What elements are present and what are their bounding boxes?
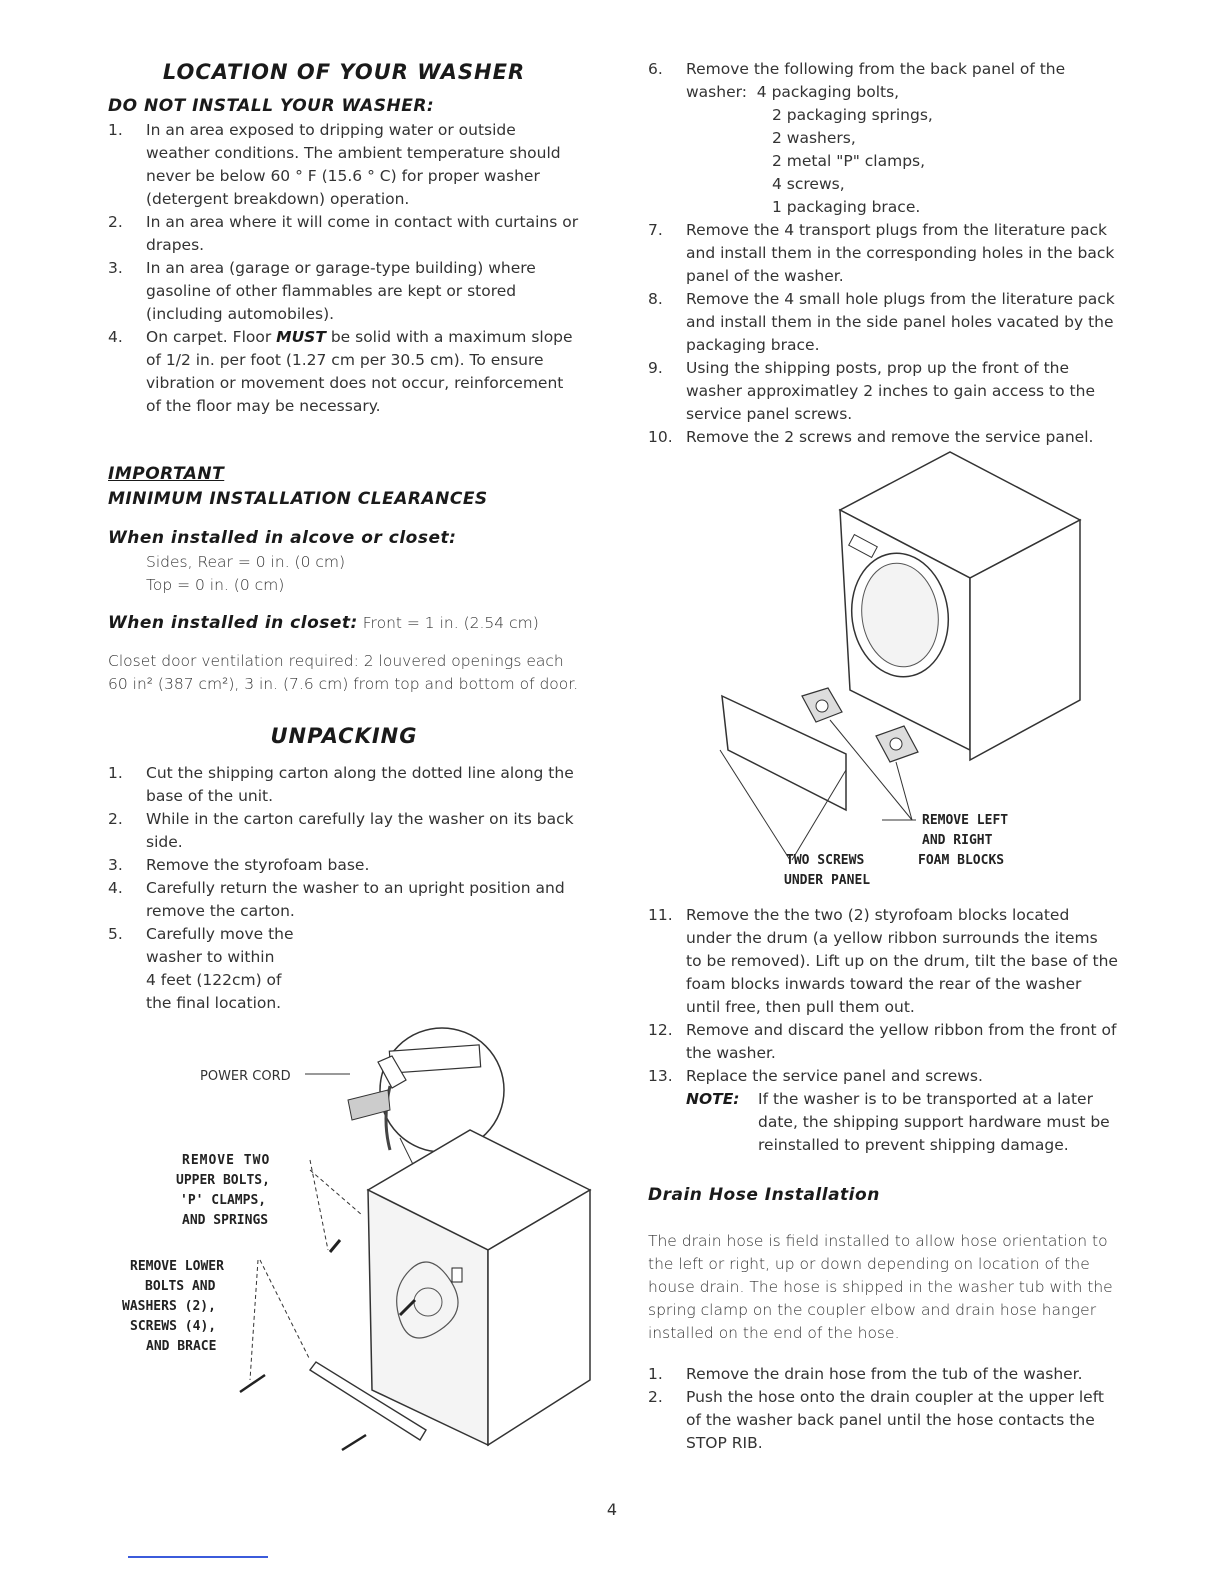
washer-front-diagram: [700, 450, 1100, 895]
closet-row: When installed in closet: Front = 1 in. (2.54 cm): [108, 613, 539, 633]
list-item: 1. In an area exposed to dripping water or outside weather conditions. The ambient temperature should never be below 60 ° F (15.6 ° C) for proper washer (detergent breakdown) operation.: [108, 121, 561, 208]
screw-icon: [342, 1435, 366, 1450]
footer-link-line: [128, 1556, 268, 1558]
remove-label-3: FOAM BLOCKS: [918, 853, 1005, 868]
lower-label-2: BOLTS AND: [145, 1279, 216, 1294]
alcove-line-1: Sides, Rear = 0 in. (0 cm): [146, 553, 346, 571]
list-item: 1. Remove the drain hose from the tub of the washer.: [648, 1365, 1083, 1383]
lower-label-1: REMOVE LOWER: [130, 1259, 224, 1274]
remove-label-1: REMOVE LEFT: [922, 813, 1009, 828]
list-item: 3. In an area (garage or garage-type building) where gasoline of other flammables are kept or stored (including automobiles).: [108, 259, 536, 323]
screws-label-2: UNDER PANEL: [784, 873, 871, 888]
list-item: 11. Remove the the two (2) styrofoam blocks located under the drum (a yellow ribbon surrounds the items to be removed). Lift up on the drum, tilt the base of the foam blocks inwards toward the rear of the washer until free, then pull them out.: [648, 906, 1118, 1016]
list-item: 12. Remove and discard the yellow ribbon from the front of the washer.: [648, 1021, 1117, 1062]
screw-icon: [240, 1375, 265, 1392]
spring-icon: [348, 1090, 390, 1120]
steps-11-13-list: [648, 904, 1118, 1088]
foam-block-hole: [816, 700, 828, 712]
location-list: [108, 119, 580, 418]
unpacking-title: UNPACKING: [270, 724, 418, 748]
power-cord-label: POWER CORD: [200, 1069, 291, 1084]
leader-line: [260, 1260, 310, 1360]
list-item: 9. Using the shipping posts, prop up the front of the washer approximatley 2 inches to gain access to the service panel screws.: [648, 359, 1095, 423]
leader-line: [310, 1160, 328, 1250]
washer-back-diagram: [110, 1020, 610, 1460]
left-column: [108, 60, 580, 1015]
important-heading: IMPORTANT: [108, 464, 225, 484]
ventilation-text: Closet door ventilation required: 2 louvered openings each 60 in² (387 cm²), 3 in. (7.6 cm) from top and bottom of door.: [108, 652, 579, 693]
drain-hose-heading: Drain Hose Installation: [648, 1185, 880, 1205]
list-item: 5. Carefully move the washer to within 4 feet (122cm) of the final location.: [108, 925, 294, 1012]
do-not-install-heading: DO NOT INSTALL YOUR WASHER:: [108, 96, 435, 116]
list-item: 2. While in the carton carefully lay the washer on its back side.: [108, 810, 574, 851]
remove-label-2: AND RIGHT: [922, 833, 993, 848]
upper-label-3: 'P' CLAMPS,: [180, 1193, 267, 1208]
list-item: 2. In an area where it will come in contact with curtains or drapes.: [108, 213, 579, 254]
list-item: 1. Cut the shipping carton along the dotted line along the base of the unit.: [108, 764, 574, 805]
alcove-line-2: Top = 0 in. (0 cm): [146, 576, 285, 594]
drain-hose-paragraph: The drain hose is field installed to allow hose orientation to the left or right, up or down depending on location of the house drain. The hose is shipped in the washer tub with the spring clamp on the coupler elbow and drain hose hanger installed on the end of the hose.: [648, 1232, 1113, 1342]
upper-label-2: UPPER BOLTS,: [176, 1173, 270, 1188]
magnifier-circle: [380, 1028, 504, 1152]
list-item: 3. Remove the styrofoam base.: [108, 856, 370, 874]
list-item: 4. Carefully return the washer to an upright position and remove the carton.: [108, 879, 565, 920]
list-item: 4. On carpet. Floor MUST be solid with a maximum slope of 1/2 in. per foot (1.27 cm per 30.5 cm). To ensure vibration or movement does not occur, reinforcement of the floor may be necessary.: [108, 328, 573, 415]
right-column-lower: [648, 904, 1118, 1455]
list-item: 6. Remove the following from the back panel of the washer: 4 packaging bolts, 2 packaging springs, 2 washers, 2 metal "P" clamps, 4 screws, 1 packaging brace.: [648, 60, 1066, 216]
note-block: [648, 1088, 1118, 1157]
note-text: If the washer is to be transported at a later date, the shipping support hardware must be reinstalled to prevent shipping damage.: [758, 1090, 1110, 1154]
upper-label-4: AND SPRINGS: [182, 1213, 269, 1228]
unpacking-list: [108, 762, 580, 1015]
lower-label-4: SCREWS (4),: [130, 1319, 217, 1334]
right-column: [648, 58, 1118, 449]
location-title: LOCATION OF YOUR WASHER: [162, 60, 526, 84]
steps-6-10-list: [648, 58, 1118, 449]
lower-label-5: AND BRACE: [146, 1339, 217, 1354]
list-item: 8. Remove the 4 small hole plugs from the literature pack and install them in the side panel holes vacated by the packaging brace.: [648, 290, 1115, 354]
p-clamp-icon: [452, 1268, 462, 1282]
leader-line: [310, 1170, 362, 1215]
page-number: 4: [606, 1500, 618, 1519]
list-item: 2. Push the hose onto the drain coupler at the upper left of the washer back panel until the hose contacts the STOP RIB.: [648, 1388, 1104, 1452]
foam-block-hole: [890, 738, 902, 750]
bolt-icon: [330, 1240, 340, 1252]
note-label: NOTE:: [686, 1090, 740, 1108]
leader-line: [250, 1260, 258, 1380]
drain-hose-list: [648, 1363, 1118, 1455]
leader-line: [896, 762, 912, 820]
lower-label-3: WASHERS (2),: [122, 1299, 216, 1314]
clearances-heading: MINIMUM INSTALLATION CLEARANCES: [108, 489, 488, 509]
panel-edge-shape: [389, 1045, 480, 1073]
list-item: 10. Remove the 2 screws and remove the service panel.: [648, 428, 1094, 446]
list-item: 7. Remove the 4 transport plugs from the literature pack and install them in the corresponding holes in the back panel of the washer.: [648, 221, 1115, 285]
list-item: 13. Replace the service panel and screws.: [648, 1067, 983, 1085]
upper-label-1: REMOVE TWO: [182, 1153, 271, 1168]
screws-label-1: TWO SCREWS: [786, 853, 865, 868]
alcove-label: When installed in alcove or closet:: [108, 528, 457, 548]
